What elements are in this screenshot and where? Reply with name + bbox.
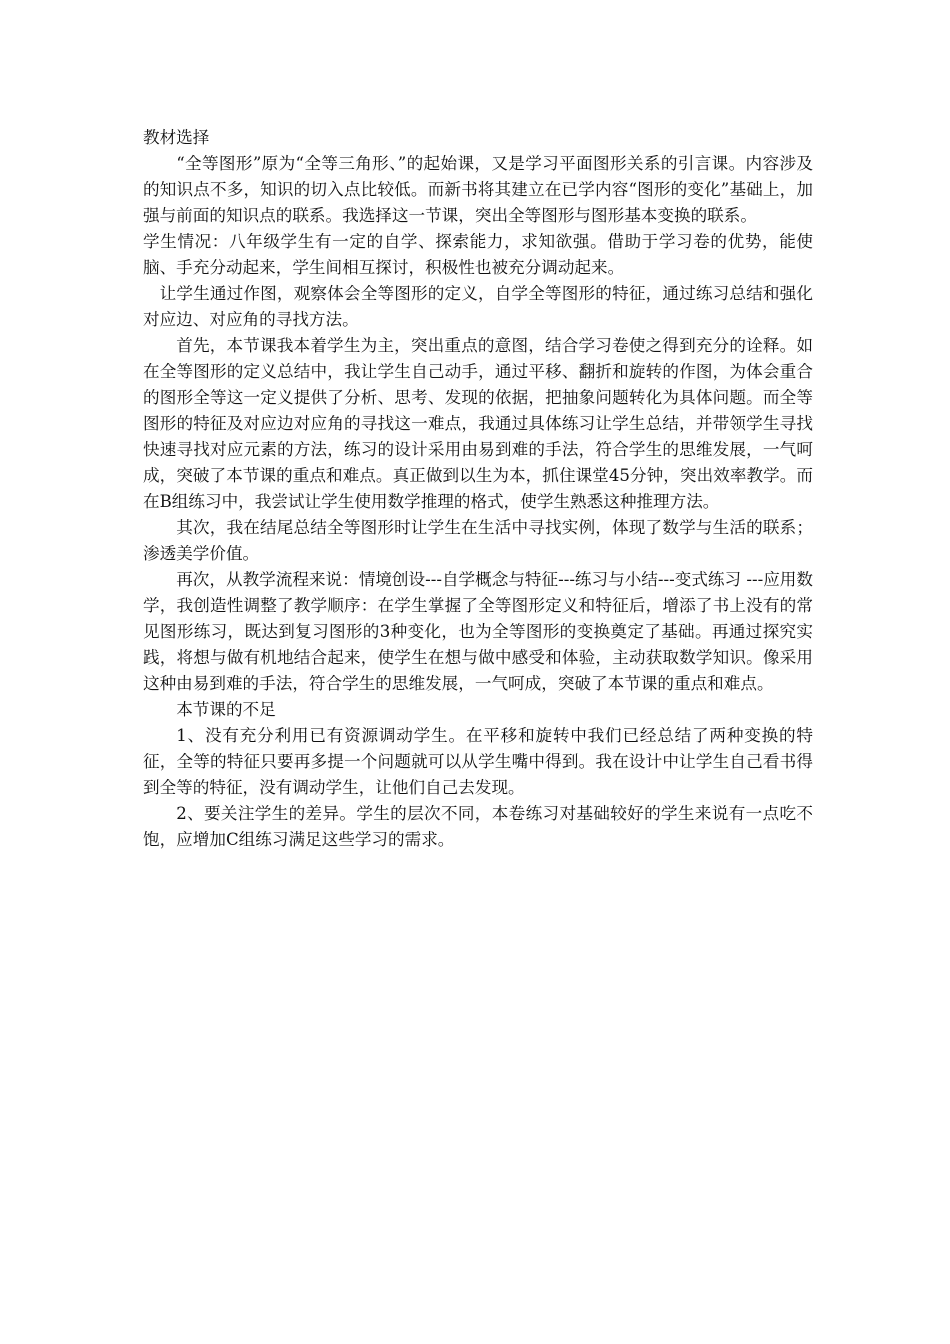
paragraph-first: 首先，本节课我本着学生为主，突出重点的意图，结合学习卷使之得到充分的诠释。如在全等图形的定义总结中，我让学生自己动手，通过平移、翻折和旋转的作图，为体会重合的图形全等这一定义提供了分析、思考、发现的依据，把抽象问题转化为具体问题。而全等图形的特征及对应边对应角的寻找这一难点，我通过具体练习让学生总结，并带领学生寻找快速寻找对应元素的方法，练习的设计采用由易到难的手法，符合学生的思维发展，一气呵成，突破了本节课的重点和难点。真正做到以生为本，抓住课堂45分钟，突出效率教学。而在B组练习中，我尝试让学生使用数学推理的格式，使学生熟悉这种推理方法。 [143,336,813,511]
paragraph-goal: 让学生通过作图，观察体会全等图形的定义，自学全等图形的特征，通过练习总结和强化对应边、对应角的寻找方法。 [143,284,813,329]
paragraph-shortcoming-2: 2、要关注学生的差异。学生的层次不同，本卷练习对基础较好的学生来说有一点吃不饱，应增加C组练习满足这些学习的需求。 [143,804,813,849]
document-body [143,125,813,853]
section-heading-textbook-choice: 教材选择 [143,128,210,147]
paragraph-student-situation: 学生情况：八年级学生有一定的自学、探索能力，求知欲强。借助于学习卷的优势，能使脑、手充分动起来，学生间相互探讨，积极性也被充分调动起来。 [143,232,813,277]
section-heading-shortcomings: 本节课的不足 [176,700,276,719]
paragraph-third: 再次，从教学流程来说：情境创设---自学概念与特征---练习与小结---变式练习 ---应用数学，我创造性调整了教学顺序：在学生掌握了全等图形定义和特征后，增添了书上没有的常见图形练习，既达到复习图形的3种变化，也为全等图形的变换奠定了基础。再通过探究实践，将想与做有机地结合起来，使学生在想与做中感受和体验，主动获取数学知识。像采用这种由易到难的手法，符合学生的思维发展，一气呵成，突破了本节课的重点和难点。 [143,570,813,693]
paragraph-course-intro: “全等图形”原为“全等三角形、”的起始课，又是学习平面图形关系的引言课。内容涉及的知识点不多，知识的切入点比较低。而新书将其建立在已学内容“图形的变化”基础上，加强与前面的知识点的联系。我选择这一节课，突出全等图形与图形基本变换的联系。 [143,154,813,225]
paragraph-shortcoming-1: 1、没有充分利用已有资源调动学生。在平移和旋转中我们已经总结了两种变换的特征，全等的特征只要再多提一个问题就可以从学生嘴中得到。我在设计中让学生自己看书得到全等的特征，没有调动学生，让他们自己去发现。 [143,726,813,797]
paragraph-second: 其次，我在结尾总结全等图形时让学生在生活中寻找实例，体现了数学与生活的联系；渗透美学价值。 [143,518,813,563]
